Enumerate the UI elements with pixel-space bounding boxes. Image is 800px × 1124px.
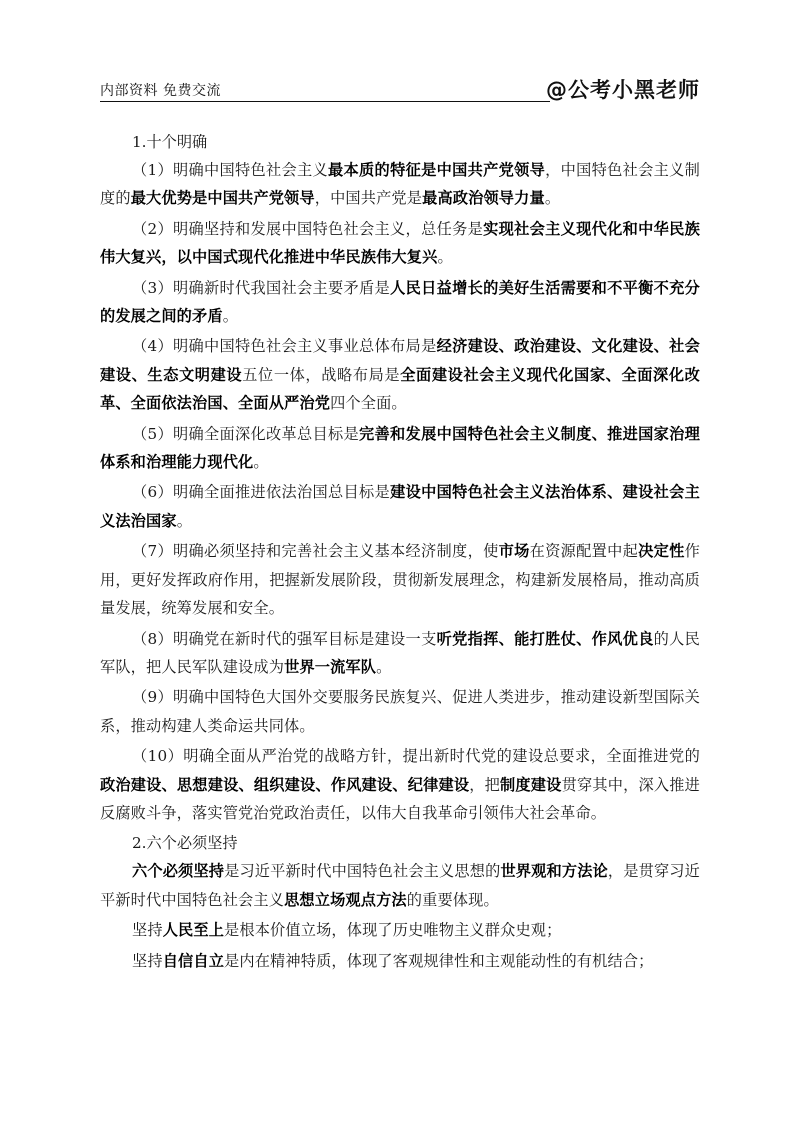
body-text: （2）明确坚持和发展中国特色社会主义，总任务是 bbox=[132, 219, 484, 238]
emphasis-text: 自信自立 bbox=[162, 951, 225, 970]
section-2-heading: 2.六个必须坚持 bbox=[132, 834, 238, 853]
body-text: 的重要体现。 bbox=[406, 890, 499, 909]
body-text: 坚持 bbox=[132, 921, 163, 940]
emphasis-text: 建设中国特色社会主义法治体系、建设社会主义法治国家 bbox=[100, 483, 700, 530]
section-2-paragraphs bbox=[100, 857, 700, 975]
section1-paragraph-8 bbox=[100, 625, 700, 682]
body-text: 。 bbox=[222, 307, 239, 326]
body-text: （5）明确全面深化改革总目标是 bbox=[132, 424, 360, 443]
emphasis-text: 经济建设、政治建设、文化建设、社会建设、生态文明建设 bbox=[100, 337, 700, 384]
body-text: 。 bbox=[253, 453, 269, 472]
body-text: 五位一体，战略布局是 bbox=[242, 365, 401, 384]
header-watermark: @公考小黑老师 bbox=[546, 78, 700, 102]
emphasis-text: 听党指挥、能打胜仗、作风优良 bbox=[436, 629, 654, 648]
body-text: ，中国特色社会主义制度的 bbox=[100, 161, 701, 208]
section-1-paragraphs bbox=[100, 156, 700, 827]
emphasis-text: 世界观和方法论 bbox=[500, 862, 608, 881]
body-text: ，中国共产党是 bbox=[314, 189, 423, 208]
body-text: （8）明确党在新时代的强军目标是建设一支 bbox=[132, 629, 437, 648]
emphasis-text: 实现社会主义现代化和中华民族伟大复兴，以中国式现代化推进中华民族伟大复兴 bbox=[100, 219, 700, 267]
body-text: 四个全面。 bbox=[330, 394, 407, 413]
section1-paragraph-4 bbox=[100, 332, 700, 417]
emphasis-text: 制度建设 bbox=[500, 775, 562, 794]
body-text: 。 bbox=[176, 511, 193, 530]
body-text: 坚持 bbox=[132, 951, 163, 970]
section2-paragraph-3 bbox=[100, 947, 700, 975]
header-left-text: 内部资料 免费交流 bbox=[100, 83, 221, 99]
body-text: ，是贯穿习近平新时代中国特色社会主义 bbox=[100, 862, 700, 909]
section2-paragraph-1 bbox=[100, 857, 700, 914]
body-text: （9）明确中国特色大国外交要服务民族复兴、促进人类进步，推动建设新型国际关系，推动构建人类命运共同体。 bbox=[100, 688, 700, 735]
body-text: 是内在精神特质，体现了客观规律性和主观能动性的有机结合； bbox=[224, 951, 654, 970]
emphasis-text: 六个必须坚持 bbox=[132, 862, 225, 881]
emphasis-text: 最本质的特征是中国共产党领导 bbox=[328, 161, 546, 179]
section1-paragraph-10 bbox=[100, 742, 700, 827]
emphasis-text: 政治建设、思想建设、组织建设、作风建设、纪律建设 bbox=[100, 775, 470, 794]
section1-paragraph-5 bbox=[100, 420, 700, 477]
body-text: 。 bbox=[437, 248, 453, 267]
section1-paragraph-7 bbox=[100, 537, 700, 622]
body-text: （10）明确全面从严治党的战略方针，提出新时代党的建设总要求，全面推进党的 bbox=[132, 747, 700, 766]
emphasis-text: 完善和发展中国特色社会主义制度、推进国家治理体系和治理能力现代化 bbox=[100, 424, 700, 472]
section1-paragraph-2 bbox=[100, 215, 700, 272]
emphasis-text: 世界一流军队 bbox=[284, 657, 377, 676]
section2-paragraph-2 bbox=[100, 916, 700, 944]
emphasis-text: 思想立场观点方法 bbox=[284, 890, 407, 909]
body-text: ，把 bbox=[469, 775, 501, 794]
body-text: 作用，更好发挥政府作用，把握新发展阶段，贯彻新发展理念，构建新发展格局，推动高质量发展，统筹发展和安全。 bbox=[100, 542, 700, 618]
body-text: 。 bbox=[544, 189, 561, 208]
emphasis-text: 决定性 bbox=[638, 542, 685, 561]
section-1-heading: 1.十个明确 bbox=[132, 133, 208, 151]
emphasis-text: 全面建设社会主义现代化国家、全面深化改革、全面依法治国、全面从严治党 bbox=[100, 365, 700, 413]
body-text: 是根本价值立场，体现了历史唯物主义群众史观； bbox=[224, 921, 562, 940]
header-rule bbox=[100, 101, 550, 102]
body-text: 是习近平新时代中国特色社会主义思想的 bbox=[224, 862, 501, 881]
emphasis-text: 最高政治领导力量 bbox=[422, 189, 545, 208]
document-body bbox=[100, 128, 700, 977]
emphasis-text: 最大优势是中国共产党领导 bbox=[130, 189, 315, 208]
body-text: 。 bbox=[376, 657, 392, 676]
page-header bbox=[100, 72, 700, 102]
emphasis-text: 人民至上 bbox=[162, 921, 225, 940]
body-text: （4）明确中国特色社会主义事业总体布局是 bbox=[132, 337, 437, 356]
emphasis-text: 市场 bbox=[498, 542, 530, 561]
emphasis-text: 人民日益增长的美好生活需要和不平衡不充分的发展之间的矛盾 bbox=[100, 278, 700, 326]
body-text: 的人民军队，把人民军队建设成为 bbox=[100, 629, 701, 676]
section1-paragraph-6 bbox=[100, 478, 700, 535]
body-text: （3）明确新时代我国社会主要矛盾是 bbox=[132, 278, 391, 297]
body-text: （1）明确中国特色社会主义 bbox=[132, 161, 329, 179]
section1-paragraph-1 bbox=[100, 156, 700, 213]
body-text: （7）明确必须坚持和完善社会主义基本经济制度，使 bbox=[132, 542, 499, 561]
body-text: 贯穿其中，深入推进反腐败斗争，落实管党治党政治责任，以伟大自我革命引领伟大社会革命。 bbox=[100, 775, 700, 822]
section1-paragraph-9 bbox=[100, 683, 700, 740]
section1-paragraph-3 bbox=[100, 274, 700, 331]
body-text: 在资源配置中起 bbox=[529, 542, 639, 561]
body-text: （6）明确全面推进依法治国总目标是 bbox=[132, 483, 391, 502]
